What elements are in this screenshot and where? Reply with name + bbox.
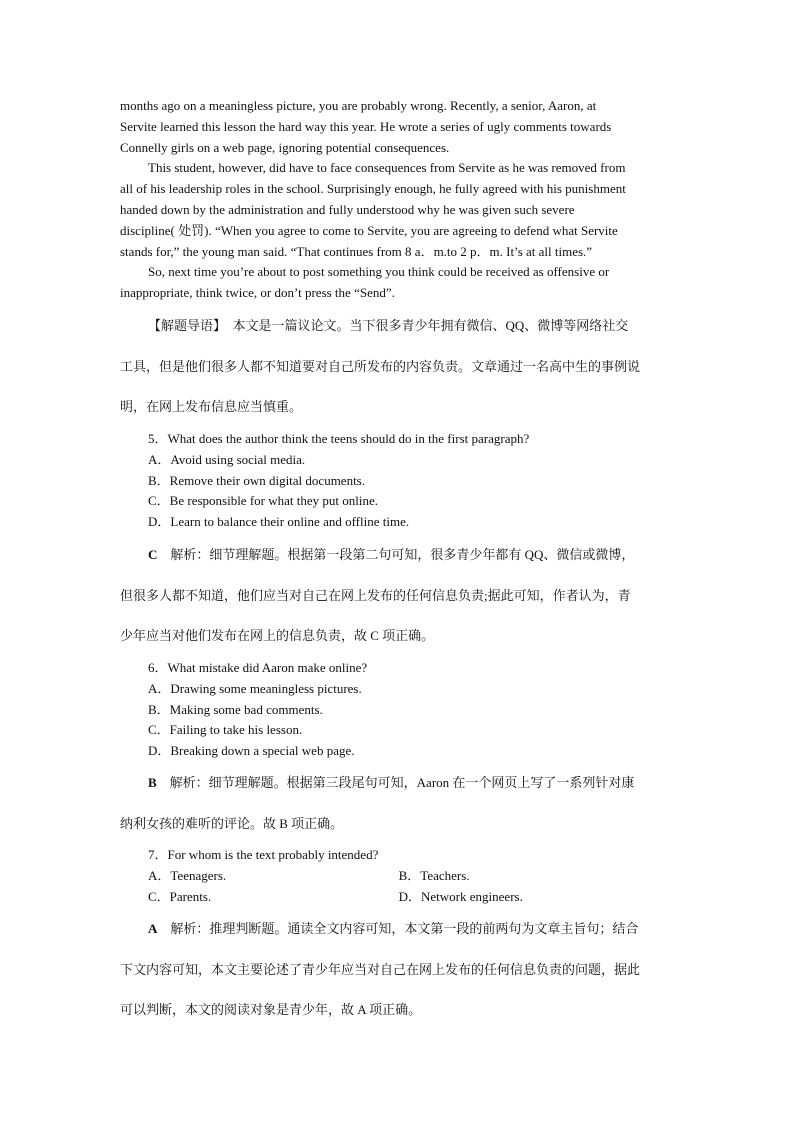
guide-line: 明，在网上发布信息应当慎重。 xyxy=(120,399,303,414)
option-d: D．Learn to balance their online and offline time. xyxy=(148,514,410,530)
option-d: D．Network engineers. xyxy=(398,888,523,904)
q7-analysis xyxy=(120,919,674,1020)
option-a: A．Drawing some meaningless pictures. xyxy=(148,680,362,696)
passage-paragraph-2 xyxy=(120,158,674,262)
analysis-line: A 解析：推理判断题。通读全文内容可知，本文第一段的前两句为文章主旨句；结合 xyxy=(148,921,639,936)
options-row xyxy=(120,887,674,908)
option-c: C．Be responsible for what they put online. xyxy=(148,493,378,509)
passage-paragraph-1 xyxy=(120,96,674,158)
passage-line: handed down by the administration and fully understood why he was given such severe xyxy=(120,201,575,217)
answer-letter: B xyxy=(148,775,157,790)
question-5 xyxy=(120,429,674,533)
q5-analysis xyxy=(120,545,674,646)
option-b: B．Teachers. xyxy=(398,867,470,883)
option-a: A．Teenagers. xyxy=(148,867,227,883)
option-c: C．Failing to take his lesson. xyxy=(148,722,303,738)
analysis-line: 但很多人都不知道，他们应当对自己在网上发布的任何信息负责;据此可知，作者认为，青 xyxy=(120,587,631,603)
question-stem: 7．For whom is the text probably intended? xyxy=(148,847,379,862)
analysis-line: C 解析：细节理解题。根据第一段第二句可知，很多青少年都有 QQ、微信或微博， xyxy=(148,547,635,562)
guide-line: 工具，但是他们很多人都不知道要对自己所发布的内容负责。文章通过一名高中生的事例说 xyxy=(120,358,641,374)
passage-line: Connelly girls on a web page, ignoring potential consequences. xyxy=(120,139,450,155)
analysis-line: 可以判断，本文的阅读对象是青少年，故 A 项正确。 xyxy=(120,1002,422,1017)
reading-passage xyxy=(120,96,674,304)
question-stem: 6．What mistake did Aaron make online? xyxy=(148,660,368,675)
analysis-line: 下文内容可知，本文主要论述了青少年应当对自己在网上发布的任何信息负责的问题，据此 xyxy=(120,961,641,977)
question-stem: 5．What does the author think the teens should do in the first paragraph? xyxy=(148,431,530,446)
passage-line: months ago on a meaningless picture, you are probably wrong. Recently, a senior, Aaron, at xyxy=(120,98,597,113)
answer-letter: C xyxy=(148,547,158,562)
question-6 xyxy=(120,658,674,762)
option-a: A．Avoid using social media. xyxy=(148,451,306,467)
passage-line: stands for,” the young man said. “That continues from 8 a．m.to 2 p．m. It’s at all times.” xyxy=(120,243,593,259)
passage-line: all of his leadership roles in the school. Surprisingly enough, he fully agreed with his punishment xyxy=(120,181,626,197)
options-row xyxy=(120,866,674,887)
option-b: B．Making some bad comments. xyxy=(148,701,323,717)
passage-line: This student, however, did have to face consequences from Servite as he was removed from xyxy=(148,160,626,176)
question-7 xyxy=(120,845,674,907)
passage-line: inappropriate, think twice, or don’t press the “Send”. xyxy=(120,285,395,301)
analysis-line: 纳利女孩的难听的评论。故 B 项正确。 xyxy=(120,815,344,831)
passage-line: So, next time you’re about to post something you think could be received as offensive or xyxy=(148,264,610,280)
option-c: C．Parents. xyxy=(148,888,212,904)
answer-letter: A xyxy=(148,921,158,936)
passage-line: Servite learned this lesson the hard way this year. He wrote a series of ugly comments towards xyxy=(120,118,612,134)
analysis-line: B 解析：细节理解题。根据第三段尾句可知，Aaron 在一个网页上写了一系列针对康 xyxy=(148,775,635,790)
passage-line: discipline( 处罚). “When you agree to come to Servite, you are agreeing to defend what Servite xyxy=(120,222,618,238)
guide-line: 【解题导语】 本文是一篇议论文。当下很多青少年拥有微信、QQ、微博等网络社交 xyxy=(148,318,629,333)
analysis-line: 少年应当对他们发布在网上的信息负责，故 C 项正确。 xyxy=(120,628,435,643)
option-d: D．Breaking down a special web page. xyxy=(148,743,355,759)
q6-analysis xyxy=(120,773,674,834)
guide-section xyxy=(120,316,674,417)
passage-paragraph-3 xyxy=(120,262,674,304)
option-b: B．Remove their own digital documents. xyxy=(148,472,365,488)
